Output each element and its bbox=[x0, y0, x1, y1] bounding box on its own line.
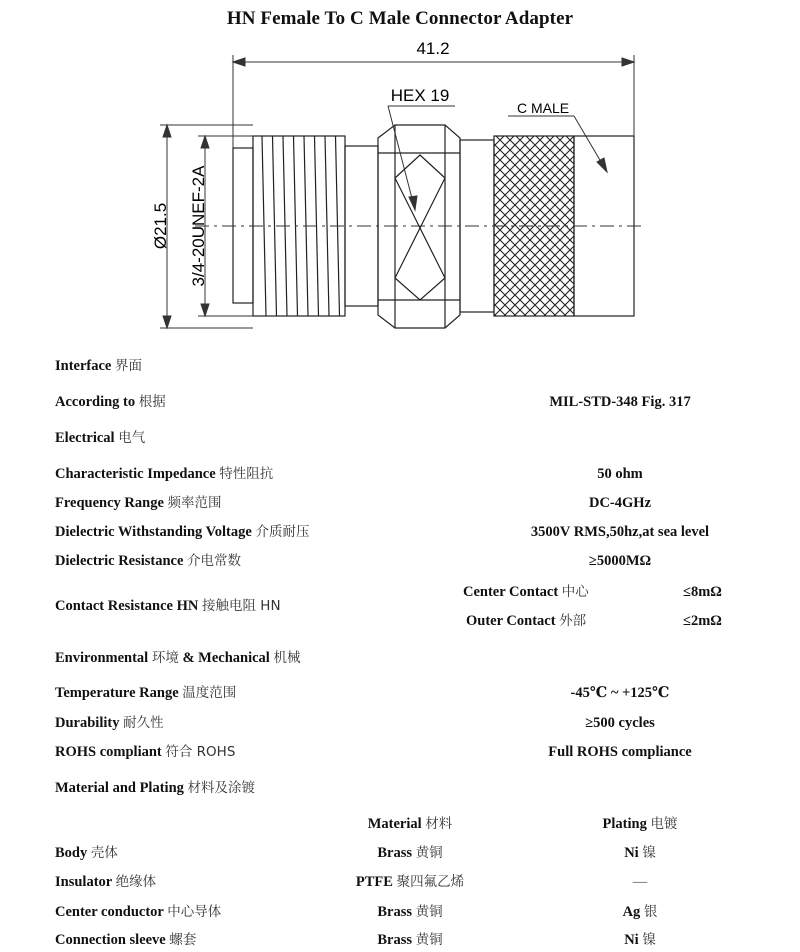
diameter-label: Ø21.5 bbox=[151, 202, 170, 250]
materials-heading-label-cn: 材料及涂镀 bbox=[187, 780, 256, 796]
hex-label: HEX 19 bbox=[390, 86, 450, 105]
document-title: HN Female To C Male Connector Adapter bbox=[226, 8, 574, 29]
thread-label: 3/4-20UNEF-2A bbox=[189, 165, 208, 287]
part-name: Connection sleeve bbox=[55, 932, 166, 948]
interface-label: Interface bbox=[55, 358, 112, 374]
material-value: Brass bbox=[377, 845, 413, 861]
plating-value-cn: 镍 bbox=[642, 932, 656, 948]
material-column-header-cn: 材料 bbox=[425, 816, 453, 832]
interface-label-cn: 界面 bbox=[114, 358, 142, 374]
spec-according bbox=[0, 390, 800, 414]
according-label-cn: 根据 bbox=[138, 394, 166, 410]
spec-durability bbox=[0, 711, 800, 735]
durability-label: Durability bbox=[55, 715, 120, 731]
part-name-cn: 绝缘体 bbox=[115, 874, 157, 890]
spec-rohs bbox=[0, 740, 800, 764]
resistance-value: ≥5000MΩ bbox=[588, 553, 652, 569]
material-value: Brass bbox=[377, 932, 413, 948]
connector-drawing bbox=[0, 30, 800, 340]
materials-heading-label: Material and Plating bbox=[55, 780, 184, 796]
rohs-label: ROHS compliant bbox=[55, 744, 162, 760]
resistance-label: Dielectric Resistance bbox=[55, 553, 184, 569]
part-name: Body bbox=[55, 845, 88, 861]
mechanical-label-cn: 机械 bbox=[273, 650, 301, 666]
c-male-label: C MALE bbox=[516, 100, 570, 116]
part-name: Insulator bbox=[55, 874, 112, 890]
outer-contact-value: ≤2mΩ bbox=[683, 613, 722, 629]
durability-label-cn: 耐久性 bbox=[123, 715, 164, 731]
plating-column-header-cn: 电镀 bbox=[650, 816, 678, 832]
electrical-label: Electrical bbox=[55, 430, 115, 446]
outer-contact-label: Outer Contact bbox=[466, 613, 556, 629]
table-row bbox=[0, 928, 800, 952]
frequency-label-cn: 频率范围 bbox=[167, 495, 222, 511]
material-value: PTFE bbox=[355, 874, 393, 890]
material-value-cn: 黄铜 bbox=[415, 845, 443, 861]
material-column-header: Material bbox=[367, 816, 422, 832]
spec-electrical bbox=[0, 426, 800, 450]
according-label: According to bbox=[55, 394, 136, 410]
mechanical-label: & Mechanical bbox=[182, 650, 270, 666]
spec-frequency bbox=[0, 491, 800, 515]
spec-impedance bbox=[0, 462, 800, 486]
spec-contact-resistance bbox=[0, 580, 800, 634]
material-value-cn: 黄铜 bbox=[415, 904, 443, 920]
electrical-label-cn: 电气 bbox=[118, 430, 146, 446]
rohs-value: Full ROHS compliance bbox=[548, 744, 692, 760]
impedance-label: Characteristic Impedance bbox=[55, 466, 216, 482]
environmental-label-cn: 环境 bbox=[151, 650, 179, 666]
table-row bbox=[0, 900, 800, 924]
center-contact-label: Center Contact bbox=[463, 584, 559, 600]
temperature-label: Temperature Range bbox=[55, 685, 179, 701]
materials-header-row bbox=[0, 812, 800, 836]
table-row bbox=[0, 841, 800, 865]
spec-withstanding bbox=[0, 520, 800, 544]
plating-column-header: Plating bbox=[602, 816, 647, 832]
plating-value: — bbox=[632, 874, 648, 890]
outer-contact-label-cn: 外部 bbox=[559, 613, 587, 629]
impedance-value: 50 ohm bbox=[597, 466, 643, 482]
material-value-cn: 黄铜 bbox=[415, 932, 443, 948]
part-name-cn: 壳体 bbox=[90, 845, 118, 861]
materials-heading bbox=[0, 776, 800, 800]
part-name: Center conductor bbox=[55, 904, 164, 920]
thread-groove bbox=[325, 136, 329, 316]
according-value: MIL-STD-348 Fig. 317 bbox=[549, 394, 691, 410]
contact-label-cn: 接触电阻 HN bbox=[202, 598, 281, 614]
frequency-label: Frequency Range bbox=[55, 495, 164, 511]
environmental-label: Environmental bbox=[55, 650, 149, 666]
withstanding-value: 3500V RMS,50hz,at sea level bbox=[530, 524, 710, 540]
part-name-cn: 中心导体 bbox=[167, 904, 222, 920]
frequency-value: DC-4GHz bbox=[588, 495, 651, 511]
spec-environmental bbox=[0, 646, 800, 670]
spec-temperature bbox=[0, 681, 800, 705]
plating-value: Ag bbox=[622, 904, 641, 920]
withstanding-label-cn: 介质耐压 bbox=[255, 524, 310, 540]
spec-resistance bbox=[0, 549, 800, 573]
withstanding-label: Dielectric Withstanding Voltage bbox=[55, 524, 252, 540]
thread-lines bbox=[262, 136, 340, 316]
plating-value: Ni bbox=[624, 845, 639, 861]
part-name-cn: 螺套 bbox=[169, 932, 197, 948]
durability-value: ≥500 cycles bbox=[585, 715, 655, 731]
temperature-label-cn: 温度范围 bbox=[182, 685, 237, 701]
material-value-cn: 聚四氟乙烯 bbox=[396, 874, 465, 890]
temperature-value: -45℃ ~ +125℃ bbox=[570, 685, 670, 701]
thread-groove bbox=[273, 136, 277, 316]
length-label: 41.2 bbox=[416, 39, 450, 58]
center-contact-value: ≤8mΩ bbox=[683, 584, 722, 600]
plating-value-cn: 银 bbox=[643, 904, 658, 920]
impedance-label-cn: 特性阻抗 bbox=[219, 466, 274, 482]
resistance-label-cn: 介电常数 bbox=[187, 553, 242, 569]
center-contact-label-cn: 中心 bbox=[561, 584, 589, 600]
plating-value: Ni bbox=[624, 932, 639, 948]
plating-value-cn: 镍 bbox=[642, 845, 656, 861]
rohs-label-cn: 符合 ROHS bbox=[165, 744, 236, 760]
table-row bbox=[0, 870, 800, 894]
spec-interface bbox=[0, 354, 800, 378]
material-value: Brass bbox=[377, 904, 413, 920]
contact-label: Contact Resistance HN bbox=[55, 598, 199, 614]
